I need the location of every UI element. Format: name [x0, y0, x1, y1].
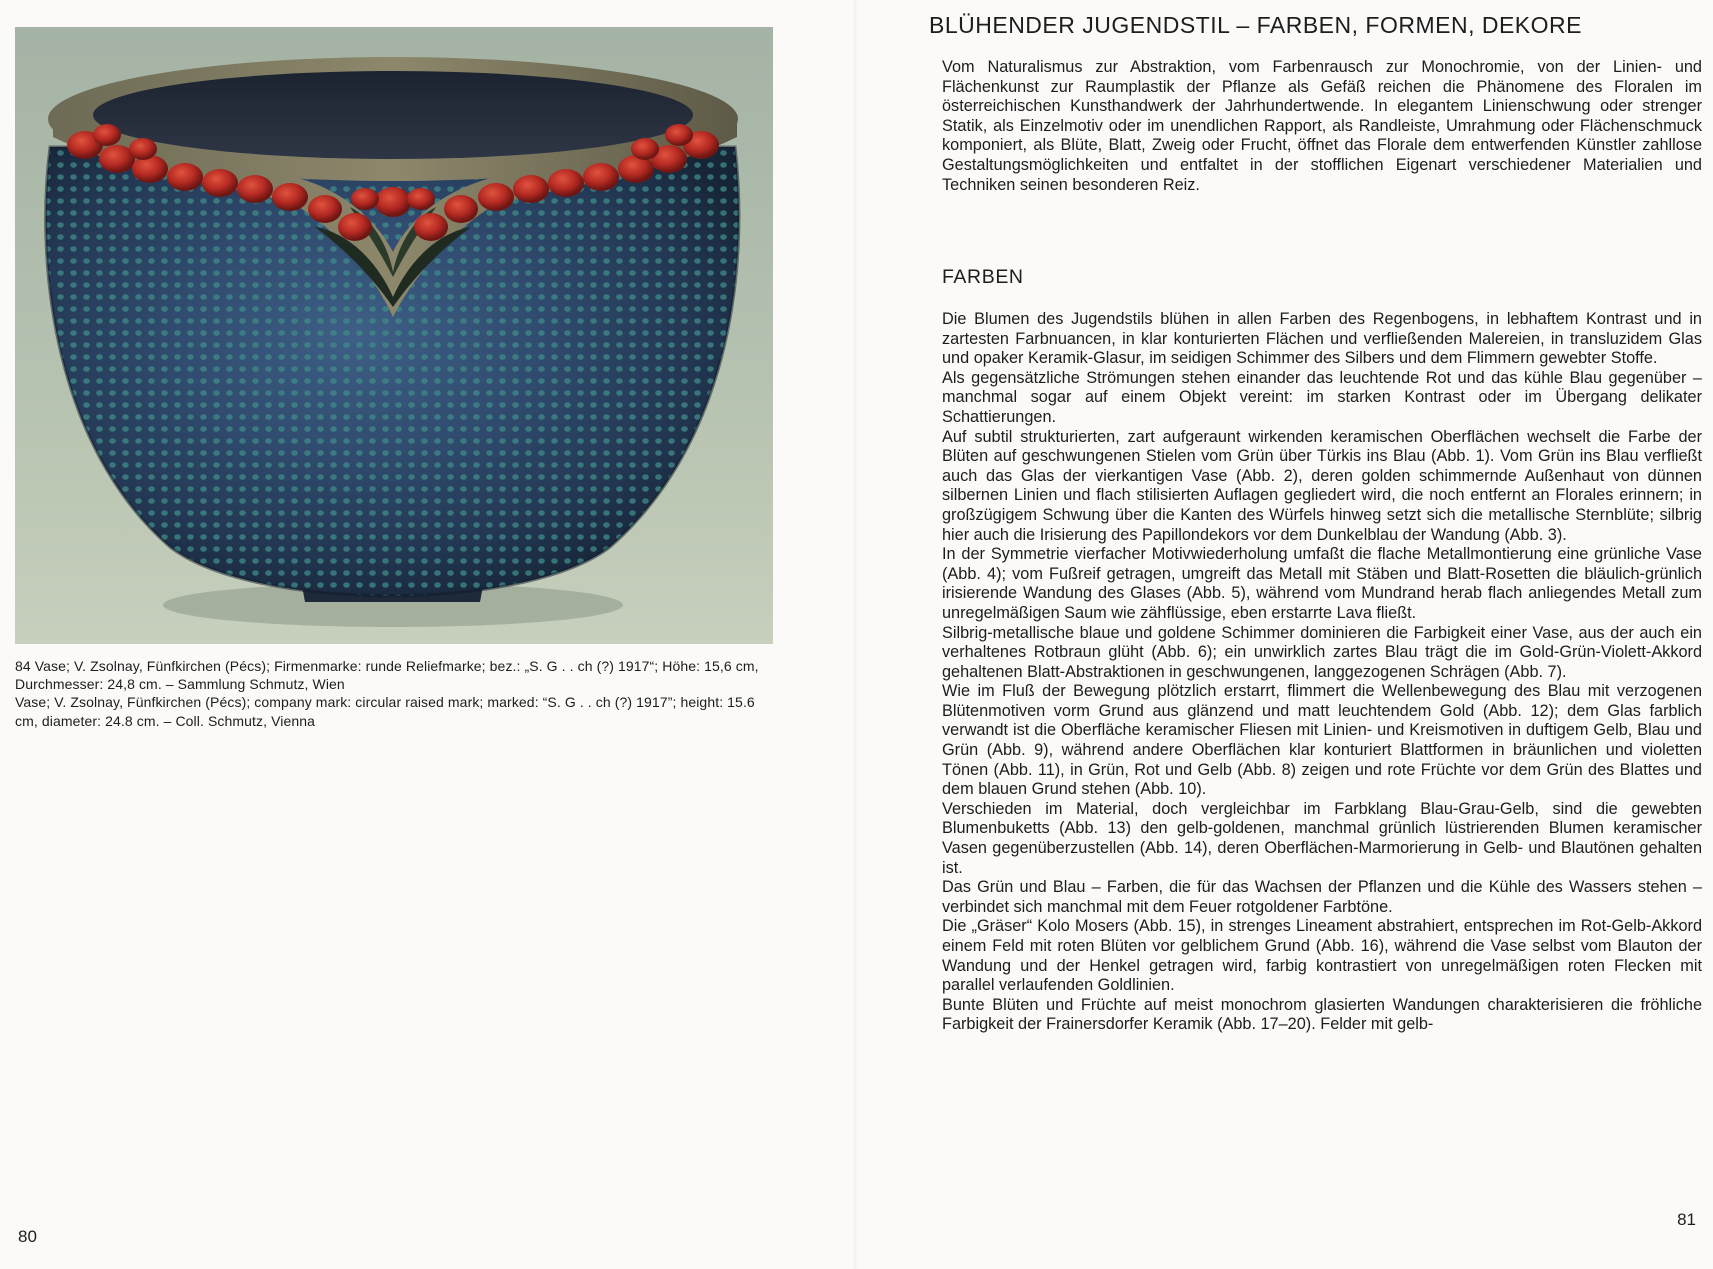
- chapter-title: BLÜHENDER JUGENDSTIL – FARBEN, FORMEN, DEKORE: [929, 12, 1582, 38]
- page-number-right: 81: [1677, 1210, 1696, 1229]
- paragraph: Auf subtil strukturierten, zart aufgeraunt wirkenden keramischen Oberflächen wechselt die Farbe der Blüten auf geschwungenen Stielen vom Grün über Türkis ins Blau (Abb. 1). Vom Grün ins Blau verfließt auch das Glas der vierkantigen Vase (Abb. 2), deren golden schimmernde Außenhaut von dünnen silbernen Linien und flach stilisierten Auflagen gegliedert wird, die noch entfernt an Florales erinnern; in großzügigem Schwung über die Kanten des Würfels hinweg setzt sich die metallische Sternblüte; silbrig hier auch die Irisierung des Papillondekors vor dem Dunkelblau der Wandung (Abb. 3).: [942, 427, 1702, 544]
- caption-german: 84 Vase; V. Zsolnay, Fünfkirchen (Pécs); Firmenmarke: runde Reliefmarke; bez.: „S. G . . ch (?) 1917“; Höhe: 15,6 cm, Durchmesser: 24,8 cm. – Sammlung Schmutz, Wien: [15, 658, 759, 693]
- intro-paragraph: Vom Naturalismus zur Abstraktion, vom Farbenrausch zur Monochromie, von der Linien- und Flächenkunst zur Raumplastik der Pflanze als Gefäß reichen die Phänomene des Floralen im österreichischen Kunsthandwerk der Jahrhundertwende. In elegantem Linienschwung oder strenger Statik, als Einzelmotiv oder im unendlichen Rapport, als Randleiste, Umrahmung oder Flächenschmuck komponiert, als Blüte, Blatt, Zweig oder Frucht, öffnet das Florale dem entwerfenden Künstler zahllose Gestaltungsmöglichkeiten und entfaltet in der stofflichen Eigenart verschiedener Materialien und Techniken seinen besonderen Reiz.: [942, 58, 1702, 194]
- paragraph: Die Blumen des Jugendstils blühen in allen Farben des Regenbogens, in lebhaftem Kontrast und in zartesten Farbnuancen, in klar konturierten Flächen und verfließenden Malereien, in transluzidem Glas und opaker Keramik-Glasur, im seidigen Schimmer des Silbers und dem Flimmern gewebter Stoffe.: [942, 310, 1702, 368]
- left-page: [0, 0, 856, 1269]
- body-text: [942, 310, 1702, 1035]
- right-page: [856, 0, 1713, 1269]
- paragraph: Die „Gräser“ Kolo Mosers (Abb. 15), in strenges Lineament abstrahiert, entsprechen im Rot-Gelb-Akkord einem Feld mit roten Blüten vor gelblichem Grund (Abb. 16), während die Vase selbst vom Blauton der Wandung und der Henkel getragen wird, farbig kontrastiert von unregelmäßigen roten Flecken mit parallel verlaufenden Goldlinien.: [942, 917, 1702, 995]
- vase-photo: [15, 27, 773, 644]
- paragraph: Wie im Fluß der Bewegung plötzlich erstarrt, flimmert die Wellenbewegung des Blau mit verzogenen Blütenmotiven vorm Grund aus glänzend und matt leuchtendem Gold (Abb. 12); dem Glas farblich verwandt ist die Oberfläche keramischer Fliesen mit Linien- und Kreismotiven in duftigem Gelb, Blau und Grün (Abb. 9), während andere Oberflächen klar konturiert Blattformen in bräunlichen und violetten Tönen (Abb. 11), in Grün, Rot und Gelb (Abb. 8) zeigen und rote Früchte vor dem Grün des Blattes und dem blauen Grund stehen (Abb. 10).: [942, 682, 1702, 799]
- paragraph: In der Symmetrie vierfacher Motivwiederholung umfaßt die flache Metallmontierung eine grünliche Vase (Abb. 4); vom Fußreif getragen, umgreift das Metall mit Stäben und Blatt-Rosetten die bläulich-grünlich irisierende Wandung des Glases (Abb. 5), während vom Mundrand herab flach anliegendes Metall zum unregelmäßigen Saum wie zähflüssige, eben erstarrte Lava fließt.: [942, 545, 1702, 622]
- paragraph: Als gegensätzliche Strömungen stehen einander das leuchtende Rot und das kühle Blau gegenüber – manchmal sogar auf einem Objekt vereint: im starken Kontrast oder im Übergang delikater Schattierungen.: [942, 368, 1702, 426]
- page-number-left: 80: [18, 1227, 37, 1246]
- paragraph: Bunte Blüten und Früchte auf meist monochrom glasierten Wandungen charakterisieren die fröhliche Farbigkeit der Frainersdorfer Keramik (Abb. 17–20). Felder mit gelb-: [942, 995, 1702, 1034]
- section-heading: FARBEN: [942, 266, 1024, 288]
- figure-caption: [15, 657, 775, 730]
- paragraph: Silbrig-metallische blaue und goldene Schimmer dominieren die Farbigkeit einer Vase, aus der auch ein verhaltenes Rotbraun glüht (Abb. 6); ein unwirklich zartes Blau trägt die im Gold-Grün-Violett-Akkord gehaltenen Blatt-Abstraktionen in geschwungenen, langgezogenen Schrägen (Abb. 7).: [942, 623, 1702, 681]
- paragraph: Verschieden im Material, doch vergleichbar im Farbklang Blau-Grau-Gelb, sind die gewebten Blumenbuketts (Abb. 13) den gelb-goldenen, manchmal grünlich lüstrierenden Blumen keramischer Vasen gegenüberzustellen (Abb. 14), deren Oberflächen-Marmorierung in Gelb- und Blautönen gehalten ist.: [942, 799, 1702, 877]
- caption-english: Vase; V. Zsolnay, Fünfkirchen (Pécs); company mark: circular raised mark; marked: “S. G . . ch (?) 1917”; height: 15.6 cm, diameter: 24.8 cm. – Coll. Schmutz, Vienna: [15, 694, 755, 729]
- paragraph: Das Grün und Blau – Farben, die für das Wachsen der Pflanzen und die Kühle des Wassers stehen – verbindet sich manchmal mit dem Feuer rotgoldener Farbtöne.: [942, 878, 1702, 916]
